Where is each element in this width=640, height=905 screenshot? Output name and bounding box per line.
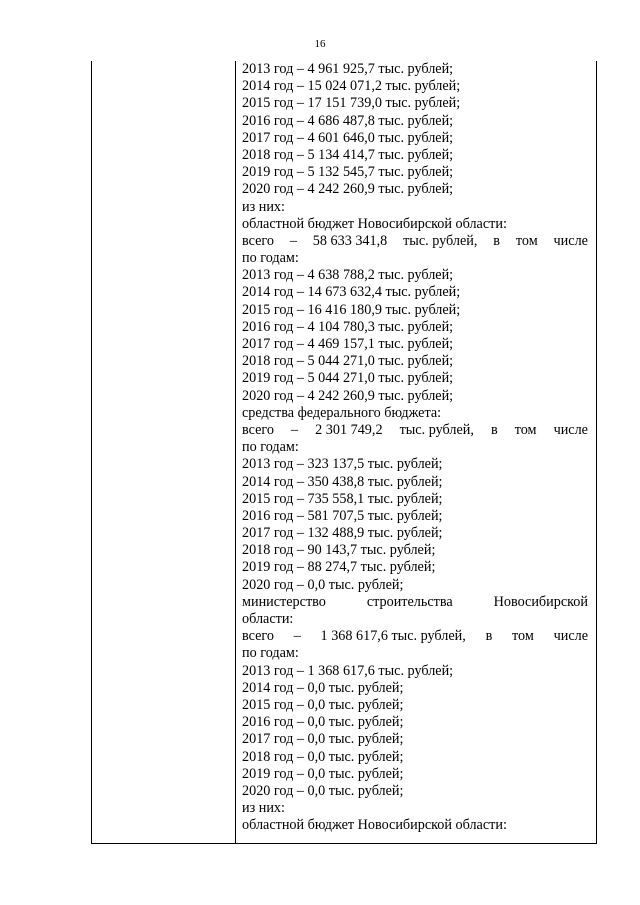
text-line: 2020 год – 0,0 тыс. рублей;	[242, 782, 404, 799]
text-line: средства федерального бюджета:	[242, 404, 442, 421]
text-line: 2018 год – 5 044 271,0 тыс. рублей;	[242, 353, 454, 370]
text-word: тыс. рублей,	[403, 232, 478, 249]
text-word: числе	[553, 421, 588, 438]
text-line: 2020 год – 0,0 тыс. рублей;	[242, 576, 404, 593]
text-line: 2017 год – 132 488,9 тыс. рублей;	[242, 525, 443, 542]
text-word: 58 633 341,8	[312, 232, 388, 249]
text-line: из них:	[242, 198, 285, 215]
text-line: 2016 год – 0,0 тыс. рублей;	[242, 714, 404, 731]
text-line: 2013 год – 1 368 617,6 тыс. рублей;	[242, 662, 454, 679]
text-line: 2020 год – 4 242 260,9 тыс. рублей;	[242, 181, 454, 198]
text-line: по годам:	[242, 645, 299, 662]
text-line: 2014 год – 0,0 тыс. рублей;	[242, 679, 404, 696]
text-line: 2016 год – 4 686 487,8 тыс. рублей;	[242, 112, 454, 129]
funding-text-column	[242, 61, 588, 834]
text-word: том	[514, 421, 537, 438]
text-line: 2018 год – 90 143,7 тыс. рублей;	[242, 542, 436, 559]
text-line: 2014 год – 14 673 632,4 тыс. рублей;	[242, 284, 461, 301]
text-line: областной бюджет Новосибирской области:	[242, 817, 507, 834]
text-word: –	[289, 232, 297, 249]
text-word: всего	[242, 628, 274, 645]
text-line: 2014 год – 350 438,8 тыс. рублей;	[242, 473, 443, 490]
text-line: 2019 год – 5 044 271,0 тыс. рублей;	[242, 370, 454, 387]
text-word: строительства	[366, 593, 453, 610]
text-word: тыс. рублей,	[399, 421, 474, 438]
text-word: в	[493, 232, 500, 249]
justified-text-line	[242, 628, 588, 645]
text-line: 2018 год – 0,0 тыс. рублей;	[242, 748, 404, 765]
text-line: 2019 год – 88 274,7 тыс. рублей;	[242, 559, 436, 576]
text-word: Новосибирской	[493, 593, 588, 610]
text-line: из них:	[242, 800, 285, 817]
text-word: –	[291, 421, 299, 438]
text-line: 2017 год – 4 469 157,1 тыс. рублей;	[242, 336, 454, 352]
text-line: 2013 год – 4 961 925,7 тыс. рублей;	[242, 61, 454, 77]
justified-text-line	[242, 594, 588, 611]
justified-text-line	[242, 422, 588, 439]
text-line: 2013 год – 323 137,5 тыс. рублей;	[242, 456, 443, 473]
text-line: областной бюджет Новосибирской области:	[242, 215, 507, 232]
text-line: 2015 год – 17 151 739,0 тыс. рублей;	[242, 95, 461, 112]
text-word: в	[485, 628, 493, 645]
text-line: 2018 год – 5 134 414,7 тыс. рублей;	[242, 146, 454, 163]
text-word: –	[293, 628, 301, 645]
text-line: 2014 год – 15 024 071,2 тыс. рублей;	[242, 78, 461, 95]
text-line: 2015 год – 0,0 тыс. рублей;	[242, 696, 404, 713]
text-line: 2020 год – 4 242 260,9 тыс. рублей;	[242, 387, 454, 404]
text-word: числе	[553, 232, 588, 249]
text-word: числе	[553, 628, 588, 645]
text-line: 2017 год – 0,0 тыс. рублей;	[242, 731, 404, 748]
text-word: том	[512, 628, 534, 645]
text-word: 2 301 749,2	[315, 421, 383, 438]
text-word: в	[490, 421, 498, 438]
text-word: всего	[242, 421, 274, 438]
text-line: 2016 год – 4 104 780,3 тыс. рублей;	[242, 318, 454, 335]
text-line: 2019 год – 5 132 545,7 тыс. рублей;	[242, 164, 454, 181]
text-word: министерство	[242, 593, 326, 610]
text-line: области:	[242, 611, 294, 627]
page-number: 16	[314, 38, 326, 50]
text-line: 2017 год – 4 601 646,0 тыс. рублей;	[242, 129, 454, 146]
text-word: 1 368 617,6 тыс. рублей,	[320, 628, 466, 645]
text-line: 2016 год – 581 707,5 тыс. рублей;	[242, 507, 443, 524]
text-line: 2019 год – 0,0 тыс. рублей;	[242, 765, 404, 782]
text-line: 2015 год – 16 416 180,9 тыс. рублей;	[242, 301, 461, 318]
text-line: по годам:	[242, 439, 299, 456]
text-word: всего	[242, 232, 274, 249]
text-word: том	[515, 232, 538, 249]
text-line: по годам:	[242, 250, 299, 267]
text-line: 2015 год – 735 558,1 тыс. рублей;	[242, 490, 443, 507]
justified-text-line	[242, 233, 588, 250]
text-line: 2013 год – 4 638 788,2 тыс. рублей;	[242, 267, 454, 284]
